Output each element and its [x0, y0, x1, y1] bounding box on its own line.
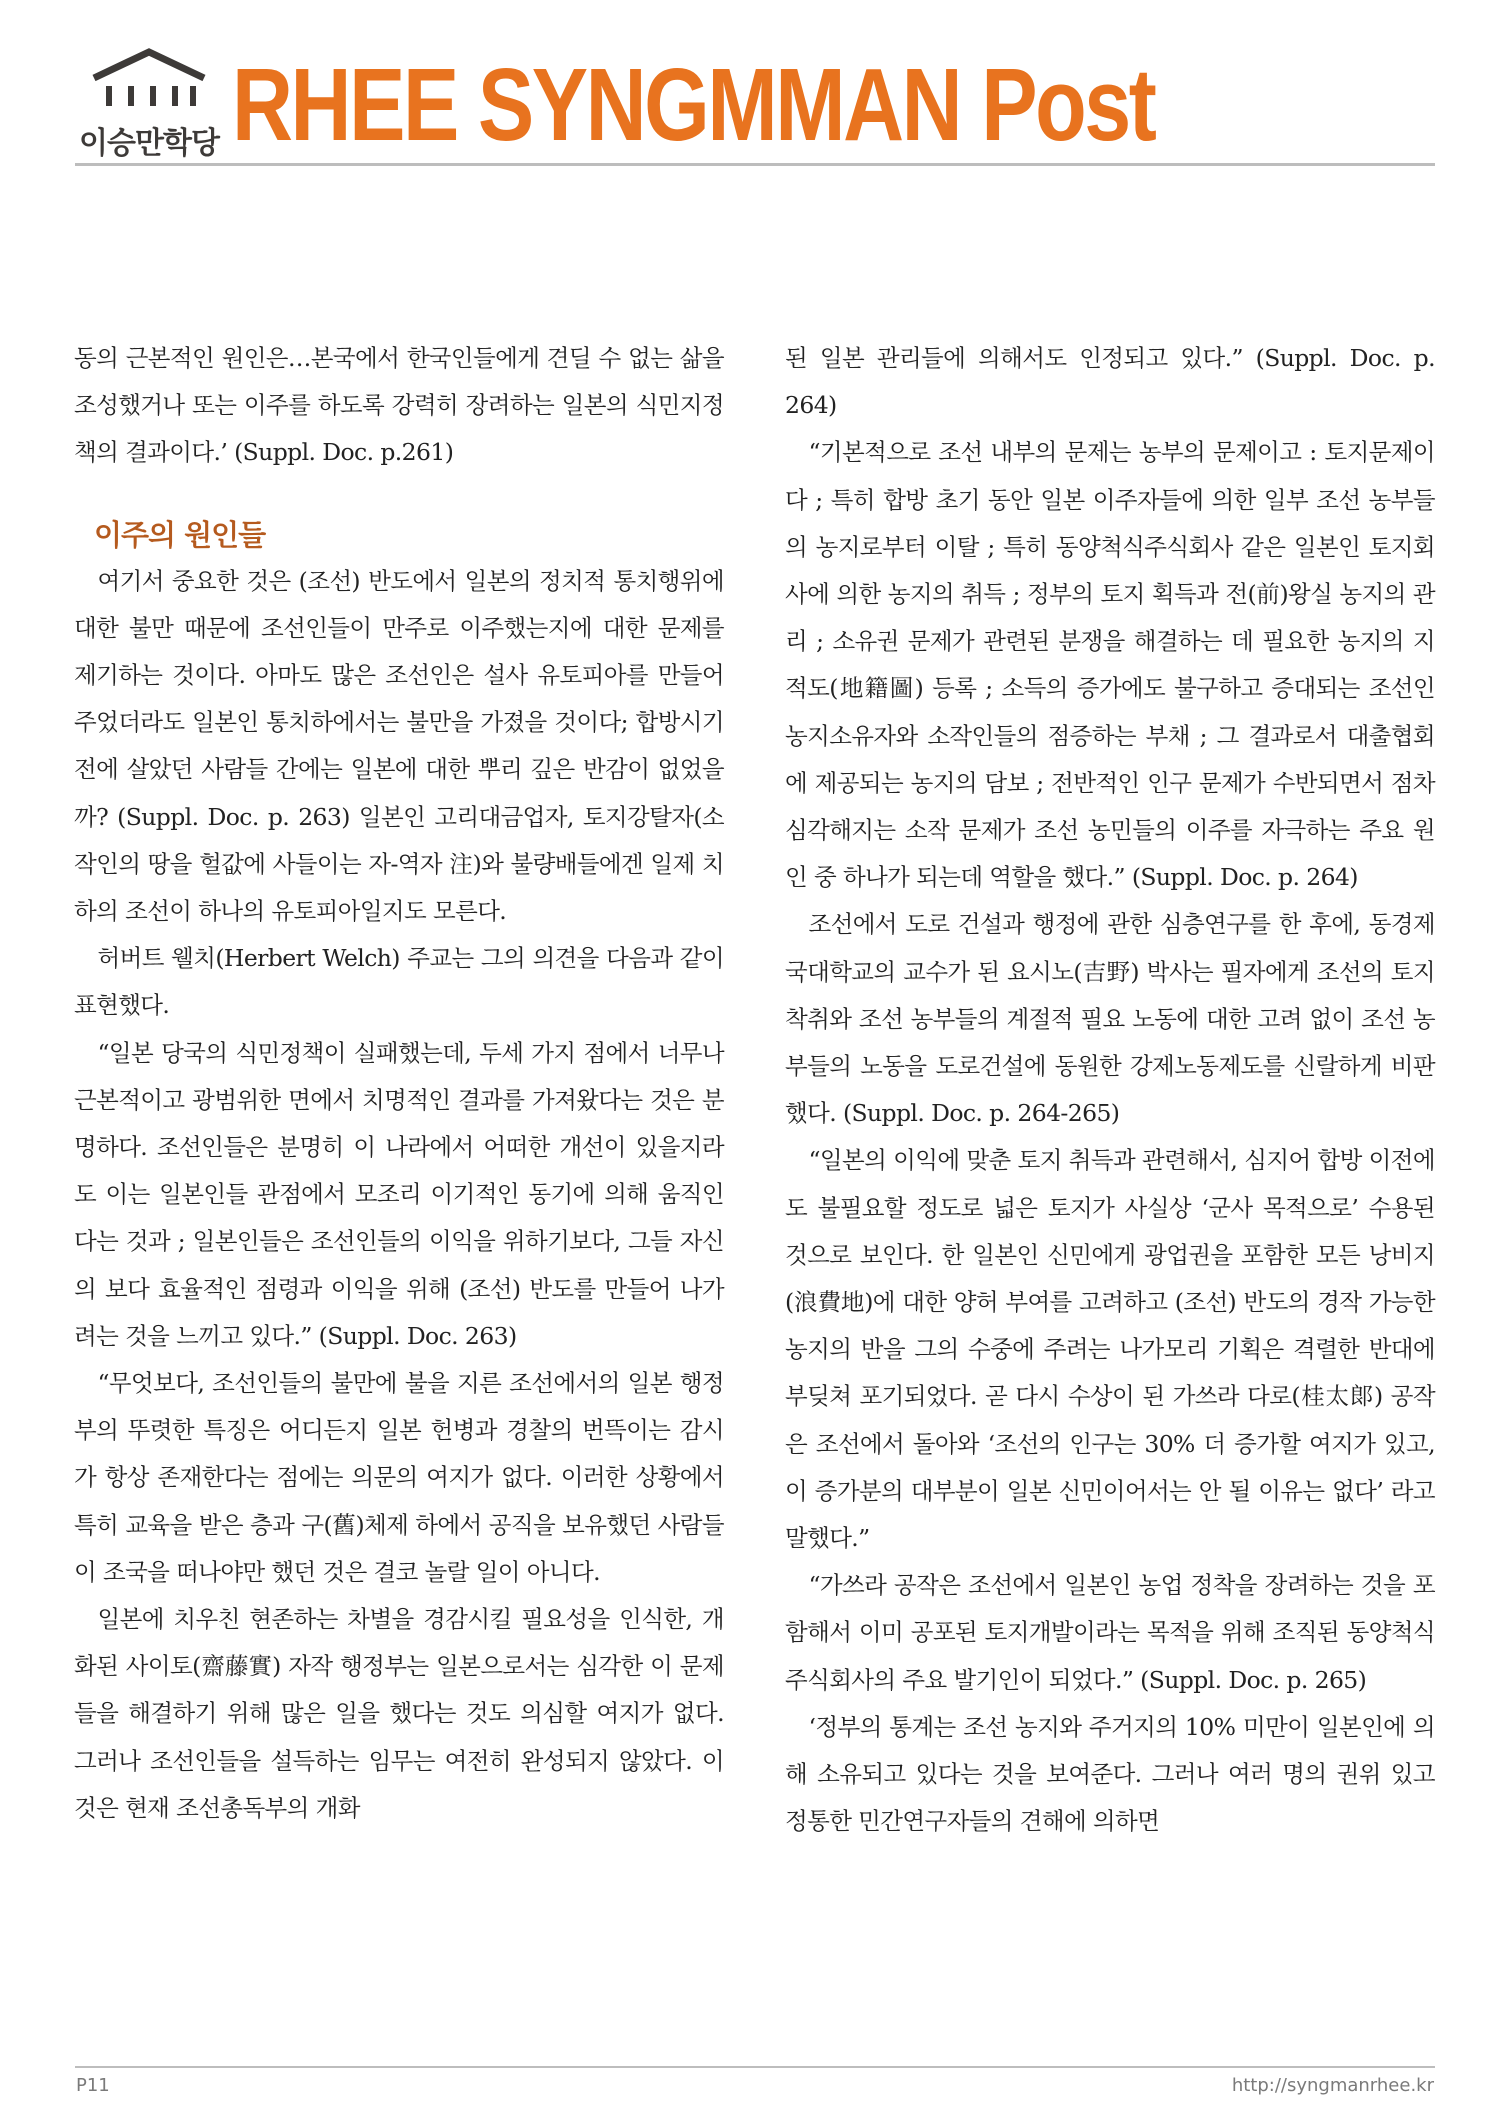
- paragraph: “일본의 이익에 맞춘 토지 취득과 관련해서, 심지어 합방 이전에도 불필요할 정도로 넓은 토지가 사실상 ‘군사 목적으로’ 수용된 것으로 보인다. 한 일본인 신민에게 광업권을 포함한 모든 낭비지(浪費地)에 대한 양허 부여를 고려하고 (조선) 반도의 경작 가능한 농지의 반을 그의 수중에 주려는 나가모리 기획은 격렬한 반대에 부딪쳐 포기되었다. 곧 다시 수상이 된 가쓰라 다로(桂太郞) 공작은 조선에서 돌아와 ‘조선의 인구는 30% 더 증가할 여지가 있고, 이 증가분의 대부분이 일본 신민이어서는 안 될 이유는 없다’ 라고 말했다.”: [785, 1146, 1435, 1553]
- paragraph: “무엇보다, 조선인들의 불만에 불을 지른 조선에서의 일본 행정부의 뚜렷한 특징은 어디든지 일본 헌병과 경찰의 번뜩이는 감시가 항상 존재한다는 점에는 의문의 여지가 없다. 이러한 상황에서 특히 교육을 받은 층과 구(舊)체제 하에서 공직을 보유했던 사람들이 조국을 떠나야만 했던 것은 결코 놀랄 일이 아니다.: [74, 1369, 724, 1586]
- logo: [70, 48, 228, 161]
- paragraph: 일본에 치우친 현존하는 차별을 경감시킬 필요성을 인식한, 개화된 사이토(齋藤實) 자작 행정부는 일본으로서는 심각한 이 문제들을 해결하기 위해 많은 일을 했다는 것도 의심할 여지가 없다. 그러나 조선인들을 설득하는 임무는 여전히 완성되지 않았다. 이것은 현재 조선총독부의 개화: [74, 1605, 724, 1822]
- paragraph: 조선에서 도로 건설과 행정에 관한 심층연구를 한 후에, 동경제국대학교의 교수가 된 요시노(吉野) 박사는 필자에게 조선의 토지 착취와 조선 농부들의 계절적 필요 노동에 대한 고려 없이 조선 농부들의 노동을 도로건설에 동원한 강제노동제도를 신랄하게 비판했다. (Suppl. Doc. p. 264-265): [785, 910, 1435, 1128]
- left-column: [74, 335, 724, 1832]
- paragraph: ‘정부의 통계는 조선 농지와 주거지의 10% 미만이 일본인에 의해 소유되고 있다는 것을 보여준다. 그러나 여러 명의 권위 있고 정통한 민간연구자들의 견해에 의하면: [785, 1712, 1435, 1836]
- paragraph: 된 일본 관리들에 의해서도 인정되고 있다.” (Suppl. Doc. p. 264): [785, 344, 1435, 420]
- paragraph: “기본적으로 조선 내부의 문제는 농부의 문제이고 : 토지문제이다 ; 특히 합방 초기 동안 일본 이주자들에 의한 일부 조선 농부들의 농지로부터 이탈 ; 특히 동양척식주식회사 같은 일본인 토지회사에 의한 농지의 취득 ; 정부의 토지 획득과 전(前)왕실 농지의 관리 ; 소유권 문제가 관련된 분쟁을 해결하는 데 필요한 농지의 지적도(地籍圖) 등록 ; 소득의 증가에도 불구하고 증대되는 조선인 농지소유자와 소작인들의 점증하는 부채 ; 그 결과로서 대출협회에 제공되는 농지의 담보 ; 전반적인 인구 문제가 수반되면서 점차 심각해지는 소작 문제가 조선 농민들의 이주를 자극하는 주요 원인 중 하나가 되는데 역할을 했다.” (Suppl. Doc. p. 264): [785, 438, 1435, 892]
- footer-divider: [75, 2066, 1435, 2068]
- site-url[interactable]: http://syngmanrhee.kr: [1231, 2075, 1434, 2096]
- right-column: [785, 335, 1435, 1846]
- paragraph: “일본 당국의 식민정책이 실패했는데, 두세 가지 점에서 너무나 근본적이고 광범위한 면에서 치명적인 결과를 가져왔다는 것은 분명하다. 조선인들은 분명히 이 나라에서 어떠한 개선이 있을지라도 이는 일본인들 관점에서 모조리 이기적인 동기에 의해 움직인다는 것과 ; 일본인들은 조선인들의 이익을 위하기보다, 그들 자신의 보다 효율적인 점령과 이익을 위해 (조선) 반도를 만들어 나가려는 것을 느끼고 있다.” (Suppl. Doc. 263): [74, 1038, 724, 1350]
- paragraph: 동의 근본적인 원인은…본국에서 한국인들에게 견딜 수 없는 삶을 조성했거나 또는 이주를 하도록 강력히 장려하는 일본의 식민지정책의 결과이다.’ (Suppl. Doc. p.261): [74, 344, 724, 467]
- paragraph: “가쓰라 공작은 조선에서 일본인 농업 정착을 장려하는 것을 포함해서 이미 공포된 토지개발이라는 목적을 위해 조직된 동양척식주식회사의 주요 발기인이 되었다.” (Suppl. Doc. p. 265): [785, 1571, 1435, 1694]
- header-divider: [75, 163, 1435, 166]
- page-header: [0, 0, 1500, 170]
- paragraph: 허버트 웰치(Herbert Welch) 주교는 그의 의견을 다음과 같이 표현했다.: [74, 944, 724, 1020]
- section-heading: 이주의 원인들: [94, 517, 266, 552]
- brand-title: RHEE SYNGMMAN Post: [232, 47, 1155, 162]
- page-number: P11: [76, 2075, 110, 2096]
- logo-text: 이승만학당: [79, 126, 219, 161]
- paragraph: 여기서 중요한 것은 (조선) 반도에서 일본의 정치적 통치행위에 대한 불만 때문에 조선인들이 만주로 이주했는지에 대한 문제를 제기하는 것이다. 아마도 많은 조선인은 설사 유토피아를 만들어 주었더라도 일본인 통치하에서는 불만을 가졌을 것이다; 합방시기 전에 살았던 사람들 간에는 일본에 대한 뿌리 깊은 반감이 없었을까? (Suppl. Doc. p. 263) 일본인 고리대금업자, 토지강탈자(소작인의 땅을 헐값에 사들이는 자-역자 注)와 불량배들에겐 일제 치하의 조선이 하나의 유토피아일지도 모른다.: [74, 566, 724, 926]
- academy-building-icon: [88, 48, 210, 112]
